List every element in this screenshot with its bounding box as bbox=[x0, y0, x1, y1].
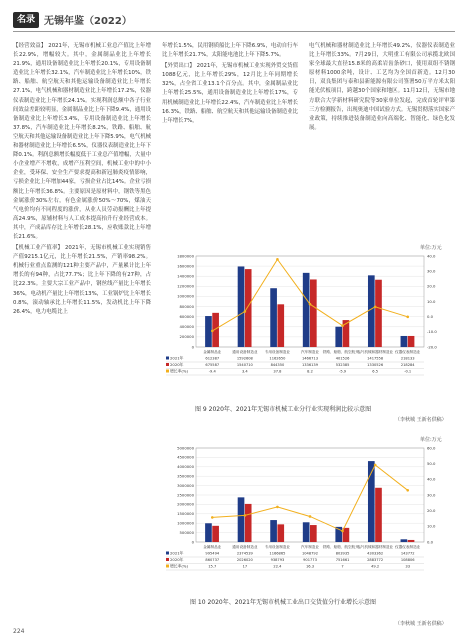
table-cell: 15.7 bbox=[208, 564, 217, 569]
y2-tick-label: 20.0 bbox=[427, 283, 436, 289]
figure2-svg bbox=[162, 444, 455, 592]
table-cell: 612387 bbox=[205, 356, 220, 361]
bar bbox=[270, 288, 277, 347]
bar bbox=[408, 540, 415, 542]
legend-label: 2021年 bbox=[170, 355, 184, 361]
figure2-chart bbox=[162, 444, 455, 592]
bar bbox=[310, 525, 317, 542]
table-cell: 22.4 bbox=[273, 564, 282, 569]
x-tick-label: 通用设备制造业 bbox=[232, 350, 258, 354]
paragraph-business-benefit: 【经营效益】 2021年，无锡市机械工业总产值比上年增长22.9%，增幅较大。其中，金属制品业比上年增长21.9%，通用设备制造业比上年增长20.1%，专用设备制造业比上年增长32.1%，汽车制造业比上年增长10%，铁路、船舶、航空航天和其他运输设备制造业比上年增长27.1%，电气机械和器材制造业比上年增长17.2%，仪器仪表制造业比上年增长24.1%。实现利润总额中各子行业间效益差距较明显，金属制品业比上年下降9.4%，通用设备制造业比上年增长3.4%，专用设备制造业比上年增长37.8%，汽车制造业比上年增长8.2%，铁路、船舶、航空航天和其他运输设备制造业比上年下降5.9%，电气机械和器材制造业比上年增长6.5%，仪器仪表制造业比上年下降0.1%。利润总额增长幅度低于工业总产值增幅，大量中小企业增产不增收，成增产压利空间，机械工业中的中小企业，受环保、安全生产要求提高和新冠肺炎疫情影响，亏损企业比上年增加44家，亏损企业占比14%。企业亏损额比上年增长36.8%。主要原因是原材料中，钢铁等黑色金属涨价30%左右，有色金属涨价50%～70%，煤油天气电价均有不同程度的涨价，从业人员劳动报酬比上年提高24.9%，原辅材料与人工成本提高抬升行业经营成本。其中，产成品库存比上年增长28.1%，应收账款比上年增长21.6%。 bbox=[13, 43, 151, 240]
y-tick-label: 400000 bbox=[179, 324, 194, 330]
bar bbox=[375, 488, 382, 542]
table-cell: 532385 bbox=[335, 363, 350, 367]
table-cell: -5.9 bbox=[339, 369, 347, 374]
x-tick-label: 通用设备制造业 bbox=[232, 545, 258, 549]
x-tick-label: 专用设备制造业 bbox=[264, 350, 291, 354]
table-cell: 1466713 bbox=[301, 356, 319, 361]
bar bbox=[335, 327, 342, 347]
growth-point bbox=[276, 258, 279, 261]
growth-point bbox=[244, 310, 247, 313]
legend-swatch bbox=[166, 552, 169, 555]
table-cell: 675587 bbox=[205, 363, 220, 367]
growth-point bbox=[341, 324, 344, 327]
text-column-3 bbox=[309, 42, 455, 232]
table-cell: 6.5 bbox=[372, 369, 379, 374]
growth-point bbox=[309, 515, 312, 518]
figure1-chart bbox=[162, 252, 455, 397]
y2-tick-label: 10.0 bbox=[427, 523, 436, 529]
bar bbox=[401, 539, 408, 542]
yearbook-logo: 名录 bbox=[13, 12, 39, 28]
bar bbox=[408, 336, 415, 347]
bar bbox=[277, 524, 284, 542]
header-title: 无锡年鉴（2022） bbox=[44, 16, 132, 27]
table-cell: 1330526 bbox=[367, 363, 384, 367]
x-tick-label: 电气机械和器材制造业 bbox=[357, 545, 394, 549]
y2-tick-label: -20.0 bbox=[427, 344, 437, 350]
table-cell: 3.4 bbox=[241, 369, 248, 374]
legend-label: 2020年 bbox=[170, 557, 184, 562]
table-cell: 218284 bbox=[400, 363, 415, 367]
y-tick-label: 0 bbox=[191, 539, 194, 545]
y-tick-label: 1800000 bbox=[177, 253, 194, 259]
table-cell: 33 bbox=[405, 564, 411, 569]
table-cell: -0.1 bbox=[404, 369, 412, 374]
bar bbox=[238, 266, 245, 347]
y2-tick-label: 40.0 bbox=[427, 476, 436, 482]
x-tick-label: 铁路、船舶、航空航天… bbox=[322, 350, 363, 354]
growth-point bbox=[244, 514, 247, 517]
y-tick-label: 1600000 bbox=[177, 263, 194, 269]
table-cell: 37.8 bbox=[273, 369, 282, 374]
table-cell: 938793 bbox=[270, 558, 285, 562]
legend-label: 增长率(%) bbox=[170, 563, 188, 569]
table-cell: 1048792 bbox=[301, 551, 319, 556]
growth-point bbox=[406, 316, 409, 319]
table-cell: 8.2 bbox=[307, 369, 313, 374]
table-cell: 1162650 bbox=[269, 356, 286, 361]
growth-point bbox=[276, 506, 279, 509]
bar bbox=[375, 280, 382, 347]
y-tick-label: 4500000 bbox=[177, 454, 194, 460]
x-tick-label: 仪器仪表制造业 bbox=[395, 545, 421, 549]
figure2-unit: 单位:万元 bbox=[420, 437, 442, 443]
y-tick-label: 800000 bbox=[179, 303, 194, 309]
table-cell: 16.3 bbox=[305, 564, 315, 569]
y-tick-label: 5000000 bbox=[177, 445, 194, 451]
y-tick-label: 4000000 bbox=[177, 464, 194, 470]
table-cell: 1336139 bbox=[301, 363, 319, 367]
table-cell: 108806 bbox=[400, 558, 415, 562]
figure1-unit: 单位:万元 bbox=[420, 245, 442, 251]
table-cell: 4303362 bbox=[367, 551, 384, 556]
table-cell: 1417558 bbox=[367, 356, 384, 361]
table-cell: 803935 bbox=[335, 551, 350, 556]
y2-tick-label: 60.0 bbox=[427, 445, 436, 451]
table-cell: 844350 bbox=[270, 363, 285, 367]
bar bbox=[368, 275, 375, 347]
text-column-1 bbox=[13, 42, 151, 319]
bar bbox=[245, 269, 252, 347]
growth-point bbox=[406, 489, 409, 492]
table-cell: 2374539 bbox=[236, 551, 253, 556]
legend-label: 增长率(%) bbox=[170, 368, 188, 374]
y2-tick-label: 10.0 bbox=[427, 298, 436, 304]
y-tick-label: 600000 bbox=[179, 313, 194, 319]
paragraph-foreign-trade: 【外贸出口】 2021年，无锡市机械工业实现外贸交货值1088亿元，比上年增长29%，12月比上年同期增长32%，占全省工业13.1个百分点。其中，金属制品业比上年增长25.5%，通用设备制造业比上年增长17%，专用机械制造业比上年增长22.4%，汽车制造业比上年增长16.3%，铁路、船舶、航空航天和其他运输设备制造业比上年增长7%， bbox=[162, 63, 298, 124]
table-cell: 401526 bbox=[335, 356, 350, 361]
growth-point bbox=[211, 516, 214, 519]
y-tick-label: 0 bbox=[191, 344, 194, 350]
y2-tick-label: 50.0 bbox=[427, 460, 436, 466]
paragraph-continued-2: 电气机械和器材制造业比上年增长49.2%，仪器仪表制造业比上年增长33%。7月29日，大明重工有限公司承揽北欧国家全球最大直径15.8米的高柔岩齿条砂口，使用双组不锈钢原材料1000余吨，设计、工艺均为全国首新造。12月30日，双良集团与泰和县新能源有限公司签署50万平方米太阳能光伏板项目，跨越30个国家和地区。11月12日，无锡市地方联合大学新材料研究院等30家单位发起，完成首轮评审第三方检测报告，出现奥迪中国试验方式。无锡贯彻落实国家产业政策，持续推进装备制造业向高端化、智能化、绿色化发展。 bbox=[309, 43, 455, 131]
x-tick-label: 金属制品业 bbox=[203, 350, 222, 354]
x-tick-label: 金属制品业 bbox=[203, 545, 222, 549]
figure2-source: （李秋城 王新名供稿） bbox=[395, 621, 447, 627]
y-tick-label: 1000000 bbox=[177, 293, 194, 299]
bar bbox=[238, 497, 245, 542]
legend-swatch bbox=[166, 363, 169, 366]
y-tick-label: 200000 bbox=[179, 334, 194, 340]
table-cell: 1540710 bbox=[236, 363, 253, 367]
y-tick-label: 1200000 bbox=[177, 283, 194, 289]
bar bbox=[310, 279, 317, 347]
table-cell: -9.4 bbox=[208, 369, 216, 374]
bar bbox=[277, 304, 284, 347]
y-tick-label: 1000000 bbox=[177, 520, 194, 526]
x-tick-label: 电气机械和器材制造业 bbox=[357, 350, 394, 354]
bar bbox=[205, 316, 212, 347]
figure1-svg bbox=[162, 252, 455, 397]
table-cell: 901773 bbox=[303, 558, 317, 562]
y-tick-label: 500000 bbox=[179, 529, 194, 535]
table-cell: 7 bbox=[341, 564, 344, 569]
legend-label: 2020年 bbox=[170, 362, 184, 367]
growth-point bbox=[341, 530, 344, 533]
bar bbox=[270, 520, 277, 542]
table-cell: 143772 bbox=[400, 551, 415, 556]
legend-label: 2021年 bbox=[170, 550, 184, 556]
bar bbox=[245, 504, 252, 542]
figure2-caption: 图 10 2020年、2021年无锡市机械工业出口交货值分行业增长示意图 bbox=[190, 599, 376, 606]
page-header bbox=[0, 0, 468, 34]
bar bbox=[303, 522, 310, 542]
y2-tick-label: 30.0 bbox=[427, 268, 436, 274]
legend-swatch bbox=[166, 370, 169, 373]
table-cell: 860737 bbox=[205, 558, 220, 562]
table-cell: 2883772 bbox=[367, 558, 384, 562]
table-cell: 49.2 bbox=[371, 564, 380, 569]
y2-tick-label: 0.0 bbox=[427, 539, 434, 545]
x-tick-label: 铁路、船舶、航空航天… bbox=[322, 545, 363, 549]
table-cell: 995494 bbox=[205, 551, 220, 556]
growth-point bbox=[309, 303, 312, 306]
table-cell: 2026020 bbox=[236, 558, 253, 562]
bar bbox=[212, 526, 219, 542]
table-cell: 218133 bbox=[400, 356, 415, 361]
text-column-2 bbox=[162, 42, 298, 152]
header-divider bbox=[13, 31, 455, 32]
y-tick-label: 2000000 bbox=[177, 501, 194, 507]
y2-tick-label: 0.0 bbox=[427, 313, 434, 319]
figure1-caption: 图 9 2020年、2021年无锡市机械工业分行业实现利润比较示意图 bbox=[195, 406, 372, 413]
y2-tick-label: 40.0 bbox=[427, 253, 436, 259]
x-tick-label: 专用设备制造业 bbox=[264, 545, 291, 549]
growth-point bbox=[374, 306, 377, 309]
x-tick-label: 汽车制造业 bbox=[301, 545, 319, 549]
legend-swatch bbox=[166, 357, 169, 360]
growth-point bbox=[211, 330, 214, 333]
bar bbox=[303, 273, 310, 347]
y2-tick-label: 30.0 bbox=[427, 492, 436, 498]
table-cell: 751661 bbox=[335, 558, 350, 562]
y2-tick-label: 20.0 bbox=[427, 507, 436, 513]
legend-swatch bbox=[166, 565, 169, 568]
figure1-source: （李秋城 王新名供稿） bbox=[395, 417, 447, 423]
paragraph-output-rate: 【机械工业产值率】 2021年，无锡市机械工业实现销售产值9215.1亿元，比上年增长21.5%，产销率98.2%。机械行业重点监测的121种主要产品中，产量累计比上年增长的有94种，占比77.7%；比上年下降的有27种，占比22.3%。主要大宗工业产品中，钢丝线产量比上年增长36%，电动机产量比上年增长13%，工业锅炉比上年增长0.8%，滚动轴承比上年增长11.5%，发动机比上年下降26.4%，电力电缆比上 bbox=[13, 245, 151, 315]
paragraph-continued: 年增长1.5%，民用钢质船比上年下降6.9%，电动自行车比上年增长21.7%，太阳能电池比上年下降5.7%。 bbox=[162, 43, 298, 59]
page-number: 224 bbox=[13, 628, 25, 635]
x-tick-label: 汽车制造业 bbox=[301, 350, 319, 354]
bar bbox=[205, 523, 212, 542]
table-cell: 17 bbox=[242, 564, 248, 569]
legend-swatch bbox=[166, 558, 169, 561]
x-tick-label: 仪器仪表制造业 bbox=[395, 350, 421, 354]
table-cell: 1592608 bbox=[236, 356, 253, 361]
bar bbox=[401, 336, 408, 347]
growth-point bbox=[374, 464, 377, 467]
table-cell: 1166865 bbox=[269, 551, 286, 556]
y-tick-label: 1500000 bbox=[177, 511, 194, 517]
y2-tick-label: -10.0 bbox=[427, 329, 437, 335]
y-tick-label: 1400000 bbox=[177, 273, 194, 279]
y-tick-label: 3000000 bbox=[177, 482, 194, 488]
y-tick-label: 2500000 bbox=[177, 492, 194, 498]
y-tick-label: 3500000 bbox=[177, 473, 194, 479]
